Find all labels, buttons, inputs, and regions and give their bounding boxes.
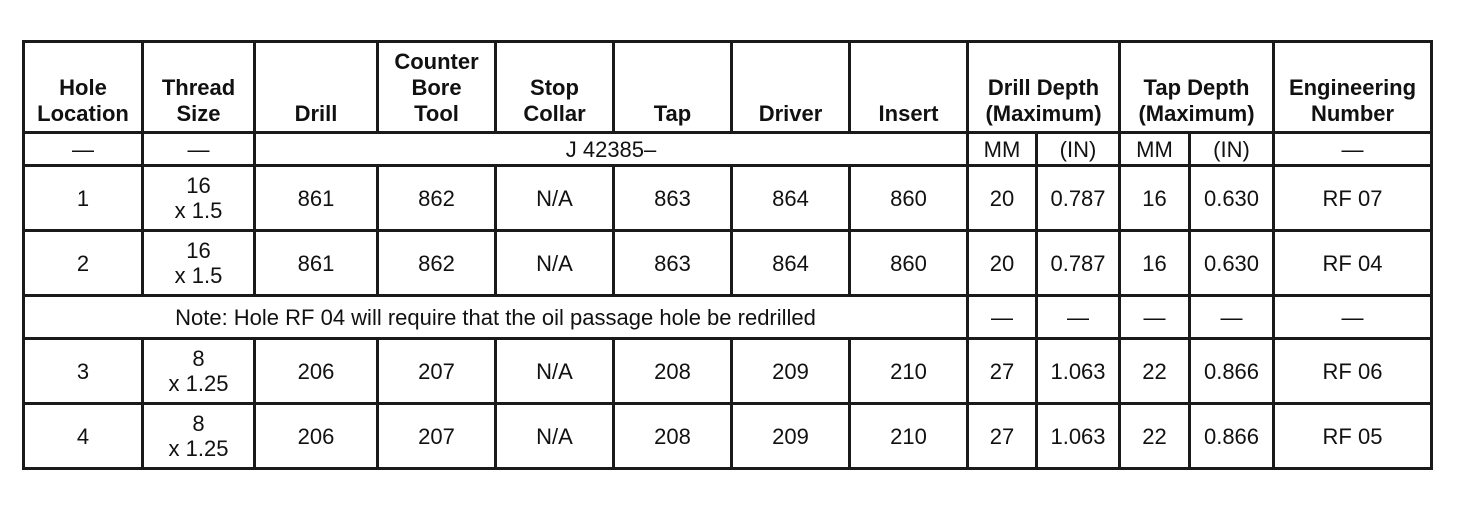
cell-stop-collar: N/A bbox=[496, 166, 614, 231]
header-tap: Tap bbox=[614, 42, 732, 133]
cell-counter-bore: 862 bbox=[378, 231, 496, 296]
header-insert: Insert bbox=[850, 42, 968, 133]
note-engineering-number: — bbox=[1274, 296, 1432, 339]
units-tap-depth-mm: MM bbox=[1120, 133, 1190, 166]
cell-hole: 4 bbox=[24, 404, 143, 469]
cell-stop-collar: N/A bbox=[496, 404, 614, 469]
cell-hole: 3 bbox=[24, 339, 143, 404]
cell-driver: 209 bbox=[732, 339, 850, 404]
units-tap-depth-in: (IN) bbox=[1190, 133, 1274, 166]
cell-thread bbox=[143, 404, 255, 469]
cell-tap-in: 0.630 bbox=[1190, 231, 1274, 296]
header-drill-depth-line2: (Maximum) bbox=[985, 101, 1102, 126]
cell-drill-mm: 27 bbox=[968, 404, 1037, 469]
cell-counter-bore: 207 bbox=[378, 404, 496, 469]
header-hole-location-line1: Hole bbox=[59, 75, 107, 100]
header-thread-size-line1: Thread bbox=[161, 75, 236, 100]
header-engineering-line1: Engineering bbox=[1288, 75, 1417, 100]
cell-drill: 206 bbox=[255, 404, 378, 469]
cell-drill: 206 bbox=[255, 339, 378, 404]
header-row bbox=[24, 42, 1432, 133]
cell-thread-pitch: x 1.5 bbox=[174, 263, 223, 288]
note-row bbox=[24, 296, 1432, 339]
header-thread-size bbox=[143, 42, 255, 133]
cell-thread-size: 8 bbox=[192, 411, 205, 436]
units-drill-depth-mm: MM bbox=[968, 133, 1037, 166]
cell-tap-mm: 22 bbox=[1120, 404, 1190, 469]
cell-insert: 210 bbox=[850, 339, 968, 404]
header-stop-collar-line2: Collar bbox=[523, 101, 586, 126]
cell-tap-in: 0.630 bbox=[1190, 166, 1274, 231]
cell-tap-in: 0.866 bbox=[1190, 339, 1274, 404]
header-drill-depth-line1: Drill Depth bbox=[987, 75, 1100, 100]
cell-thread-pitch: x 1.5 bbox=[174, 198, 223, 223]
cell-engineering-number: RF 04 bbox=[1274, 231, 1432, 296]
cell-thread-pitch: x 1.25 bbox=[168, 436, 229, 461]
cell-drill: 861 bbox=[255, 231, 378, 296]
cell-tap: 208 bbox=[614, 339, 732, 404]
cell-tap-mm: 22 bbox=[1120, 339, 1190, 404]
cell-tap-in: 0.866 bbox=[1190, 404, 1274, 469]
cell-drill: 861 bbox=[255, 166, 378, 231]
cell-engineering-number: RF 05 bbox=[1274, 404, 1432, 469]
header-driver: Driver bbox=[732, 42, 850, 133]
header-stop-collar-line1: Stop bbox=[530, 75, 579, 100]
cell-drill-in: 0.787 bbox=[1037, 166, 1120, 231]
cell-thread-pitch: x 1.25 bbox=[168, 371, 229, 396]
units-row bbox=[24, 133, 1432, 166]
cell-driver: 864 bbox=[732, 231, 850, 296]
cell-drill-in: 1.063 bbox=[1037, 339, 1120, 404]
cell-stop-collar: N/A bbox=[496, 339, 614, 404]
cell-counter-bore: 207 bbox=[378, 339, 496, 404]
cell-counter-bore: 862 bbox=[378, 166, 496, 231]
cell-driver: 864 bbox=[732, 166, 850, 231]
cell-insert: 860 bbox=[850, 231, 968, 296]
units-thread-size: — bbox=[143, 133, 255, 166]
table-row bbox=[24, 166, 1432, 231]
header-thread-size-line2: Size bbox=[176, 101, 221, 126]
note-tap-mm: — bbox=[1120, 296, 1190, 339]
cell-tap-mm: 16 bbox=[1120, 166, 1190, 231]
header-tap-depth-line1: Tap Depth bbox=[1143, 75, 1250, 100]
cell-drill-mm: 20 bbox=[968, 166, 1037, 231]
note-text: Note: Hole RF 04 will require that the oil passage hole be redrilled bbox=[24, 296, 968, 339]
header-counter-bore-line1: Counter bbox=[394, 49, 479, 74]
note-drill-in: — bbox=[1037, 296, 1120, 339]
cell-thread-size: 16 bbox=[186, 173, 211, 198]
cell-tap: 863 bbox=[614, 231, 732, 296]
note-tap-in: — bbox=[1190, 296, 1274, 339]
cell-thread bbox=[143, 339, 255, 404]
header-drill: Drill bbox=[255, 42, 378, 133]
header-counter-bore-line2: Bore bbox=[411, 75, 462, 100]
table-row bbox=[24, 339, 1432, 404]
cell-drill-in: 0.787 bbox=[1037, 231, 1120, 296]
cell-drill-mm: 20 bbox=[968, 231, 1037, 296]
units-drill-depth-in: (IN) bbox=[1037, 133, 1120, 166]
header-hole-location bbox=[24, 42, 143, 133]
cell-hole: 2 bbox=[24, 231, 143, 296]
cell-stop-collar: N/A bbox=[496, 231, 614, 296]
header-engineering-number bbox=[1274, 42, 1432, 133]
header-counter-bore-line3: Tool bbox=[414, 101, 459, 126]
header-tap-depth bbox=[1120, 42, 1274, 133]
units-engineering-number: — bbox=[1274, 133, 1432, 166]
cell-thread-size: 8 bbox=[192, 346, 205, 371]
cell-tap-mm: 16 bbox=[1120, 231, 1190, 296]
table-row bbox=[24, 231, 1432, 296]
note-drill-mm: — bbox=[968, 296, 1037, 339]
cell-drill-in: 1.063 bbox=[1037, 404, 1120, 469]
cell-thread bbox=[143, 166, 255, 231]
cell-insert: 860 bbox=[850, 166, 968, 231]
header-counter-bore-tool bbox=[378, 42, 496, 133]
cell-thread-size: 16 bbox=[186, 238, 211, 263]
header-drill-depth bbox=[968, 42, 1120, 133]
header-hole-location-line2: Location bbox=[37, 101, 129, 126]
table-row bbox=[24, 404, 1432, 469]
units-hole-location: — bbox=[24, 133, 143, 166]
cell-hole: 1 bbox=[24, 166, 143, 231]
units-tool-prefix: J 42385– bbox=[255, 133, 968, 166]
header-tap-depth-line2: (Maximum) bbox=[1138, 101, 1255, 126]
cell-tap: 208 bbox=[614, 404, 732, 469]
cell-engineering-number: RF 07 bbox=[1274, 166, 1432, 231]
cell-engineering-number: RF 06 bbox=[1274, 339, 1432, 404]
thread-repair-spec-table bbox=[22, 40, 1433, 470]
header-stop-collar bbox=[496, 42, 614, 133]
cell-insert: 210 bbox=[850, 404, 968, 469]
cell-tap: 863 bbox=[614, 166, 732, 231]
cell-thread bbox=[143, 231, 255, 296]
cell-driver: 209 bbox=[732, 404, 850, 469]
cell-drill-mm: 27 bbox=[968, 339, 1037, 404]
header-engineering-line2: Number bbox=[1310, 101, 1395, 126]
